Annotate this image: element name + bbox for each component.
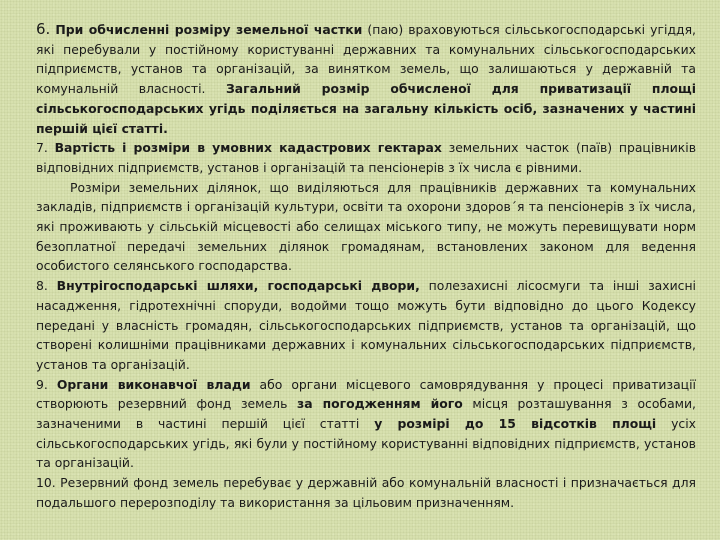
bold-text-run: При обчисленні розміру земельної частки [55,22,363,37]
bold-text-run: Внутрігосподарські шляхи, господарські двори, [56,278,420,294]
text-run: (паю) враховуються сільськогосподарські угіддя, які перебували у постійному користуванні державних та комунальних сільськогосподарських підприємств, установ та організацій, за винятком земель, що залишаються у державній та комунальній власності. [36,22,696,97]
bold-text-run: за погодженням його [297,396,463,412]
text-run: 8. [36,278,57,294]
text-run: Розміри земельних ділянок, що виділяються для працівників державних та комунальних закладів, підприємств і організацій культури, освіти та охорони здоров´я та пенсіонерів з їх числа, які проживають у сільській місцевості або селищах міського типу, не можуть перевищувати норм безоплатної передачі земельних ділянок громадянам, встановлених законом для ведення особистого селянського господарства. [36,179,696,274]
text-run: полезахисні лісосмуги та інші захисні насадження, гідротехнічні споруди, водойми тощо можуть бути відповідно до цього Кодексу передані у власність громадян, сільськогосподарських підприємств, установ та організацій, що створені колишніми працівниками державних і комунальних сільськогосподарських підприємств, установ та організацій. [36,278,696,372]
text-run: 7. [36,140,55,156]
bold-text-run: Вартість і розміри в умовних кадастрових гектарах [54,140,442,156]
paragraph [36,375,696,474]
bold-text-run: Органи виконавчої влади [56,376,251,392]
text-run: 6. [36,20,51,38]
bold-text-run: Загальний розмір обчисленої для приватизації площі сільськогосподарських угідь поділяється на загальну кількість осіб, зазначених у частині першій цієї статті. [36,81,696,136]
text-run: усіх сільськогосподарських угідь, які були у постійному користуванні відповідних підприємств, установ та організацій. [36,416,696,471]
text-run: земельних часток (паїв) працівників відповідних підприємств, установ і організацій та пенсіонерів з їх числа є рівними. [36,140,696,175]
bold-text-run: у розмірі до 15 відсотків площі [374,416,657,432]
text-run: місця розташування з особами, зазначеними в частині першій цієї статті [36,396,696,432]
paragraph [36,276,696,375]
paragraph [36,20,696,138]
text-run: 10. Резервний фонд земель перебуває у державній або комунальній власності і призначається для подальшого перерозподілу та використання за цільовим призначенням. [36,475,696,510]
paragraph [36,138,696,177]
paragraph [36,178,696,277]
text-run: або органи місцевого самоврядування у процесі приватизації створюють резервний фонд земель [36,376,696,412]
text-run: 9. [36,376,57,392]
paragraph [36,473,696,512]
